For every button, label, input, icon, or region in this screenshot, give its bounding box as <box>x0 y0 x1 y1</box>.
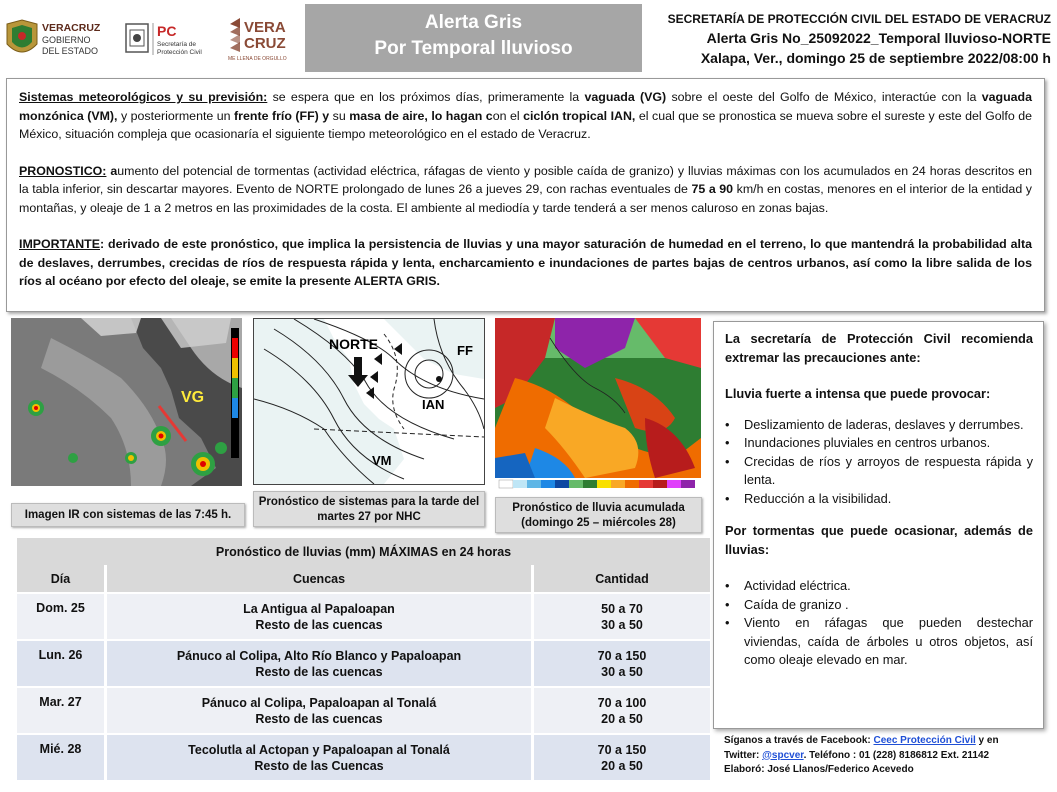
alert-subtitle: Por Temporal lluvioso <box>374 38 573 59</box>
pc-proteccion: Protección Civil <box>157 49 202 56</box>
nhc-forecast-image <box>253 318 485 485</box>
systems-paragraph <box>19 88 1032 144</box>
systems-ian: ciclón tropical IAN, <box>523 108 636 123</box>
gobierno-word: GOBIERNO <box>42 35 91 45</box>
important-text: : derivado de este pronóstico, que implica la persistencia de lluvias y una mayor saturación de humedad en el terreno, lo que mantendrá la probabilidad alta de deslaves, derrumbes, crecidas de ríos de respuesta rápida y lenta, encharcamiento e inundaciones de partes bajas de centros urbanos, así como la libre salida de los ríos al océano por efecto del oleaje, se emite la presente ALERTA GRIS. <box>19 237 1032 288</box>
amount-rest: 30 a 50 <box>601 664 643 679</box>
rain-effects-heading: Lluvia fuerte a intensa que puede provocar: <box>725 386 991 401</box>
pc-secretaria: Secretaría de <box>157 41 197 48</box>
systems-text-i: on el <box>492 108 524 123</box>
cruz-word: CRUZ <box>244 35 286 52</box>
forecast-text-panel <box>6 78 1045 312</box>
basin-rest: Resto de las cuencas <box>255 711 383 726</box>
header-day: Día <box>17 565 107 592</box>
basin-primary: Tecolutla al Actopan y Papaloapan al Tonalá <box>188 742 450 757</box>
amount-rest: 20 a 50 <box>601 711 643 726</box>
row-amount <box>534 733 710 780</box>
systems-text-e: y posteriormente un <box>117 108 235 123</box>
facebook-prefix: Síganos a través de Facebook: <box>724 735 874 746</box>
table-row <box>17 733 710 780</box>
amount-rest: 30 a 50 <box>601 617 643 632</box>
alert-title-box <box>305 4 642 72</box>
rain-caption: Pronóstico de lluvia acumulada (domingo 25 – miércoles 28) <box>495 497 702 533</box>
facebook-suffix: y en <box>975 735 999 746</box>
row-day: Dom. 25 <box>17 592 107 639</box>
pc-mark: PC <box>157 23 177 39</box>
ff-label: FF <box>457 343 473 358</box>
forecast-text-b: umento del potencial de tormentas (actividad eléctrica, ráfagas de viento y posible caída de granizo) y lluvias máximas con los acumulados en 24 horas descritos en la tabla inferior, sin descartar mayores. Evento de NORTE prolongado de lunes 26 a jueves 29, con rachas eventuales de <box>19 163 1032 196</box>
list-item: • Inundaciones pluviales en centros urbanos. <box>725 434 1033 453</box>
amount-primary: 70 a 150 <box>597 742 647 757</box>
twitter-prefix: Twitter: <box>724 749 763 761</box>
facebook-line <box>724 734 1049 749</box>
forecast-gusts: 75 a 90 <box>691 182 734 196</box>
systems-label: Sistemas meteorológicos y su previsión: <box>19 90 268 104</box>
twitter-line <box>724 749 1049 764</box>
forecast-paragraph <box>19 162 1032 218</box>
vera-word: VERA <box>244 19 286 36</box>
systems-text-c: sobre el oeste del Golfo de México, interactúe con la <box>666 90 982 104</box>
header-logos <box>4 14 296 64</box>
header-amount: Cantidad <box>595 571 649 586</box>
veracruz-word: VERACRUZ <box>42 22 101 34</box>
basin-rest: Resto de las Cuencas <box>254 758 384 773</box>
row-amount <box>534 686 710 733</box>
alert-number: Alerta Gris No_25092022_Temporal lluvioso-NORTE <box>706 30 1051 46</box>
vg-label: VG <box>181 389 205 406</box>
storm-effects-heading: Por tormentas que puede ocasionar, además de lluvias: <box>725 523 1033 557</box>
list-item: • Actividad eléctrica. <box>725 577 1033 596</box>
basin-primary: Pánuco al Colipa, Papaloapan al Tonalá <box>201 695 437 710</box>
table-title-row <box>17 538 710 565</box>
forecast-text-a: a <box>106 163 118 178</box>
important-paragraph <box>19 235 1032 291</box>
row-basins <box>107 686 534 733</box>
author-line: Elaboró: José Llanos/Federico Acevedo <box>724 764 914 775</box>
ian-label: IAN <box>422 397 445 412</box>
header-basins: Cuencas <box>107 565 534 592</box>
basin-rest: Resto de las cuencas <box>255 664 383 679</box>
vc-tagline: ME LLENA DE ORGULLO <box>228 56 287 62</box>
amount-primary: 50 a 70 <box>601 601 643 616</box>
table-row <box>17 639 710 686</box>
vm-label: VM <box>372 453 392 468</box>
rain-effects-list <box>725 416 1033 509</box>
basin-rest: Resto de las cuencas <box>255 617 383 632</box>
row-basins <box>107 592 534 639</box>
systems-ff: frente frío (FF) y <box>234 108 330 123</box>
row-day: Lun. 26 <box>17 639 107 686</box>
storm-effects-list <box>725 577 1033 670</box>
systems-vm: vaguada monzónica (VM), <box>19 90 1032 123</box>
contact-footer <box>724 734 1049 778</box>
facebook-link[interactable]: Ceec Protección Civil <box>873 735 976 746</box>
list-item: • Crecidas de ríos y arroyos de respuesta rápida y lenta. <box>725 453 1033 490</box>
rain-accumulation-map <box>495 318 701 498</box>
table-row <box>17 686 710 733</box>
norte-label: NORTE <box>329 336 378 352</box>
row-amount <box>534 639 710 686</box>
agency-name: SECRETARÍA DE PROTECCIÓN CIVIL DEL ESTADO DE VERACRUZ <box>667 12 1051 26</box>
list-item: • Deslizamiento de laderas, deslaves y derrumbes. <box>725 416 1033 435</box>
recommendations-intro: La secretaría de Protección Civil recomienda extremar las precauciones ante: <box>725 331 1033 365</box>
issue-date: Xalapa, Ver., domingo 25 de septiembre 2022/08:00 h <box>700 50 1051 66</box>
systems-vg: vaguada (VG) <box>584 90 667 104</box>
amount-primary: 70 a 150 <box>597 648 647 663</box>
list-item: • Caída de granizo . <box>725 596 1033 615</box>
amount-primary: 70 a 100 <box>597 695 647 710</box>
row-amount <box>534 592 710 639</box>
systems-text-a: se espera que en los próximos días, primeramente la <box>267 90 585 104</box>
list-item: • Viento en ráfagas que pueden destechar viviendas, caída de árboles u otros objetos, así como oleaje elevado en mar. <box>725 614 1033 670</box>
row-basins <box>107 733 534 780</box>
forecast-label: PRONOSTICO: <box>19 163 107 178</box>
basin-primary: Pánuco al Colipa, Alto Río Blanco y Papaloapan <box>176 648 462 663</box>
veracruz-government-logo <box>4 16 114 62</box>
recommendations-panel <box>713 321 1044 729</box>
veracruz-orgullo-logo <box>226 14 298 64</box>
ir-caption: Imagen IR con sistemas de las 7:45 h. <box>11 503 245 527</box>
nhc-caption: Pronóstico de sistemas para la tarde del martes 27 por NHC <box>253 491 485 527</box>
del-estado-word: DEL ESTADO <box>42 46 99 56</box>
alert-title: Alerta Gris <box>424 12 523 33</box>
proteccion-civil-logo <box>124 18 210 60</box>
phone-info: . Teléfono : 01 (228) 8186812 Ext. 21142 <box>803 749 990 761</box>
list-item: • Reducción a la visibilidad. <box>725 490 1033 509</box>
row-day: Mar. 27 <box>17 686 107 733</box>
forecast-text-d: km/h en costas, menores en el interior de la entidad y montañas, y oleaje de 1 a 2 metros en las proximidades de la costa. El ambiente al mediodía y tarde tenderá a ser menos caluroso en zonas bajas. <box>19 182 1032 215</box>
systems-airmass: masa de aire, lo hagan c <box>349 108 493 123</box>
basin-primary: La Antigua al Papaloapan <box>243 601 395 616</box>
row-day: Mié. 28 <box>17 733 107 780</box>
systems-text-g: su <box>329 108 350 123</box>
header-info <box>631 10 1051 68</box>
row-basins <box>107 639 534 686</box>
amount-rest: 20 a 50 <box>601 758 643 773</box>
table-title: Pronóstico de lluvias (mm) MÁXIMAS en 24 horas <box>215 544 512 559</box>
rain-color-scale <box>499 480 695 488</box>
systems-text-k: el cual que se pronostica se mueva sobre el sureste y este del Golfo de México, situación compleja que ocasionaría el siguiente tiempo meteorológico en el estado de Veracruz. <box>19 108 1033 141</box>
important-label: IMPORTANTE <box>19 237 100 251</box>
table-row <box>17 592 710 639</box>
ir-satellite-image <box>11 318 242 486</box>
rain-forecast-table <box>17 538 710 780</box>
twitter-link[interactable]: @spcver <box>762 749 804 761</box>
table-header-row <box>17 565 710 592</box>
